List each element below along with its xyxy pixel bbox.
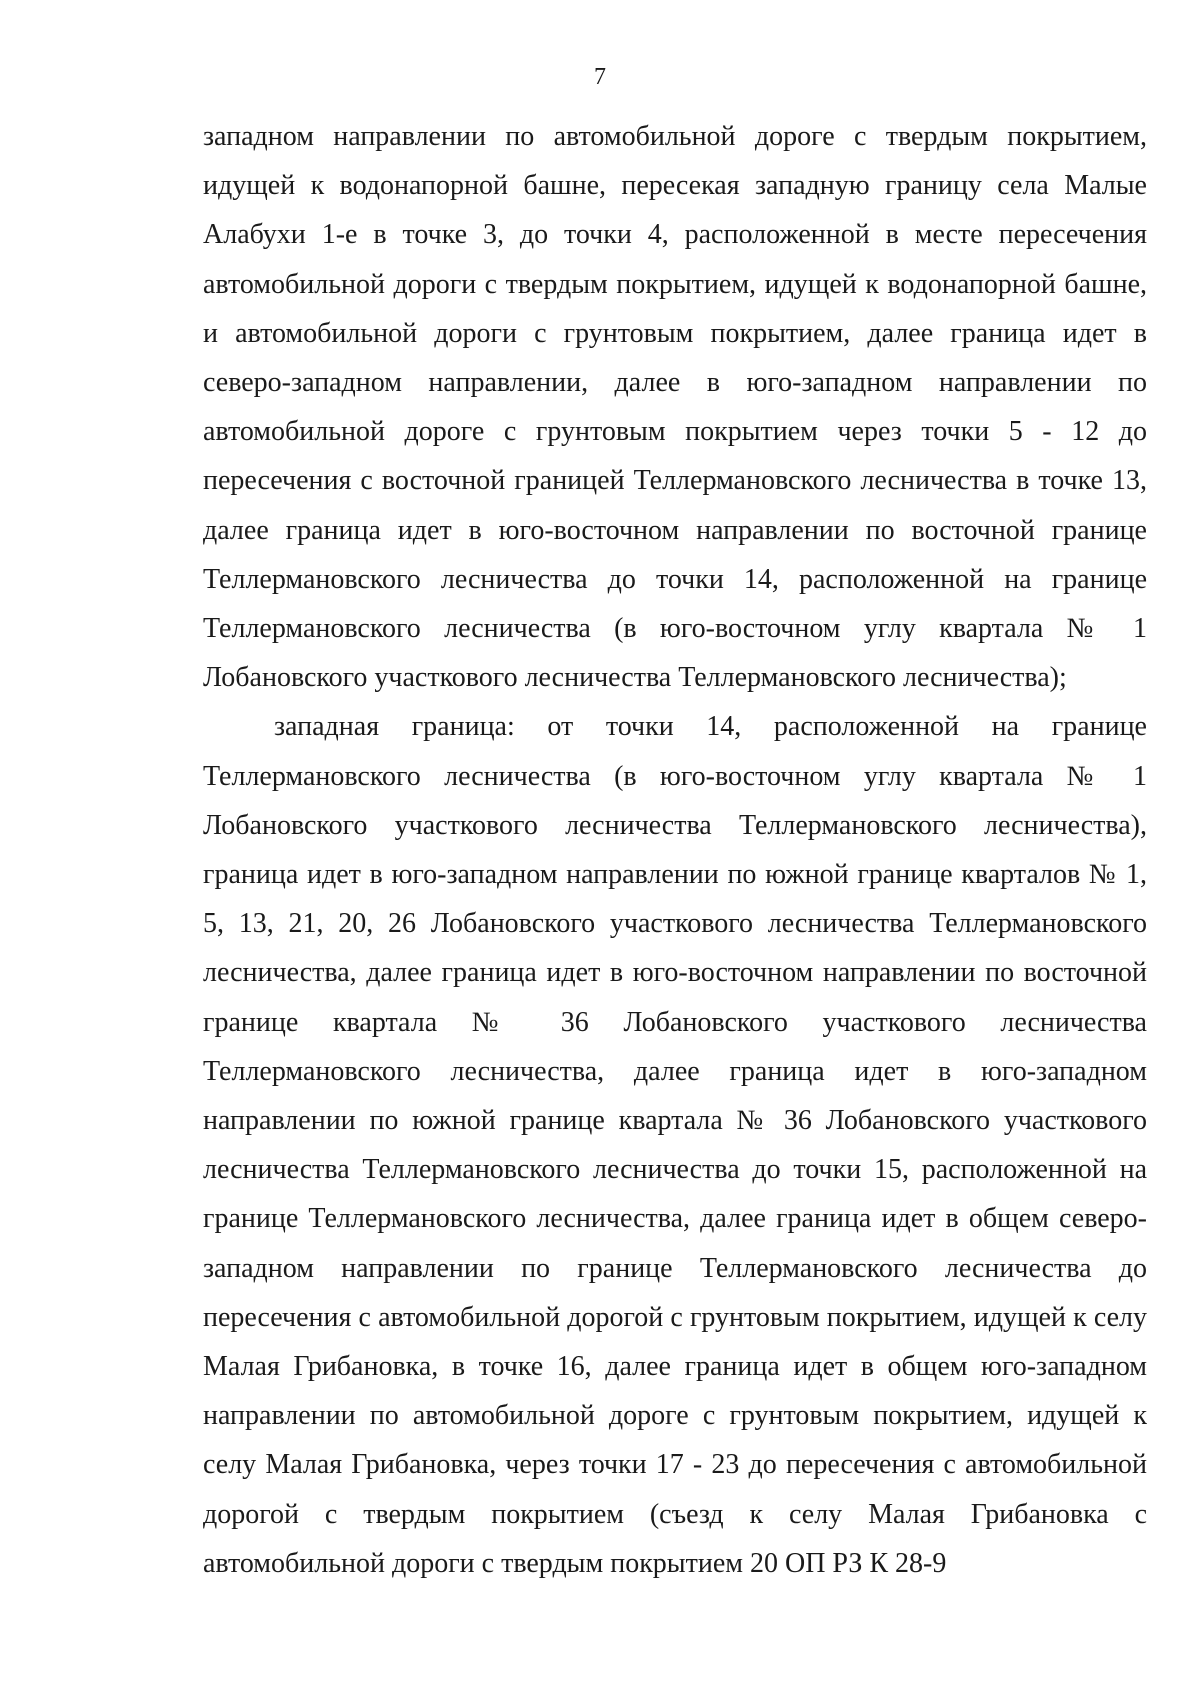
page-number: 7 [594, 64, 606, 90]
paragraph-continuation: западном направлении по автомобильной дороге с твердым покрытием, идущей к водонапорной башне, пересекая западную границу села Малые Алабухи 1-е в точке 3, до точки 4, расположенной в месте пересечения автомобильной дороги с твердым покрытием, идущей к водонапорной башне, и автомобильной дороги с грунтовым покрытием, далее граница идет в северо-западном направлении, далее в юго-западном направлении по автомобильной дороге с грунтовым покрытием через точки 5 - 12 до пересечения с восточной границей Теллермановского лесничества в точке 13, далее граница идет в юго-восточном направлении по восточной границе Теллермановского лесничества до точки 14, расположенной на границе Теллермановского лесничества (в юго-восточном углу квартала № 1 Лобановского участкового лесничества Теллермановского лесничества); [203, 121, 1147, 694]
paragraph-western-boundary: западная граница: от точки 14, расположенной на границе Теллермановского лесничества (в юго-восточном углу квартала № 1 Лобановского участкового лесничества Теллермановского лесничества), граница идет в юго-западном направлении по южной границе кварталов № 1, 5, 13, 21, 20, 26 Лобановского участкового лесничества Теллермановского лесничества, далее граница идет в юго-восточном направлении по восточной границе квартала № 36 Лобановского участкового лесничества Теллермановского лесничества, далее граница идет в юго-западном направлении по южной границе квартала № 36 Лобановского участкового лесничества Теллермановского лесничества до точки 15, расположенной на границе Теллермановского лесничества, далее граница идет в общем северо-западном направлении по границе Теллермановского лесничества до пересечения с автомобильной дорогой с грунтовым покрытием, идущей к селу Малая Грибановка, в точке 16, далее граница идет в общем юго-западном направлении по автомобильной дороге с грунтовым покрытием, идущей к селу Малая Грибановка, через точки 17 - 23 до пересечения с автомобильной дорогой с твердым покрытием (съезд к селу Малая Грибановка с автомобильной дороги с твердым покрытием 20 ОП РЗ К 28-9 [203, 711, 1147, 1579]
document-body [203, 112, 1147, 1588]
